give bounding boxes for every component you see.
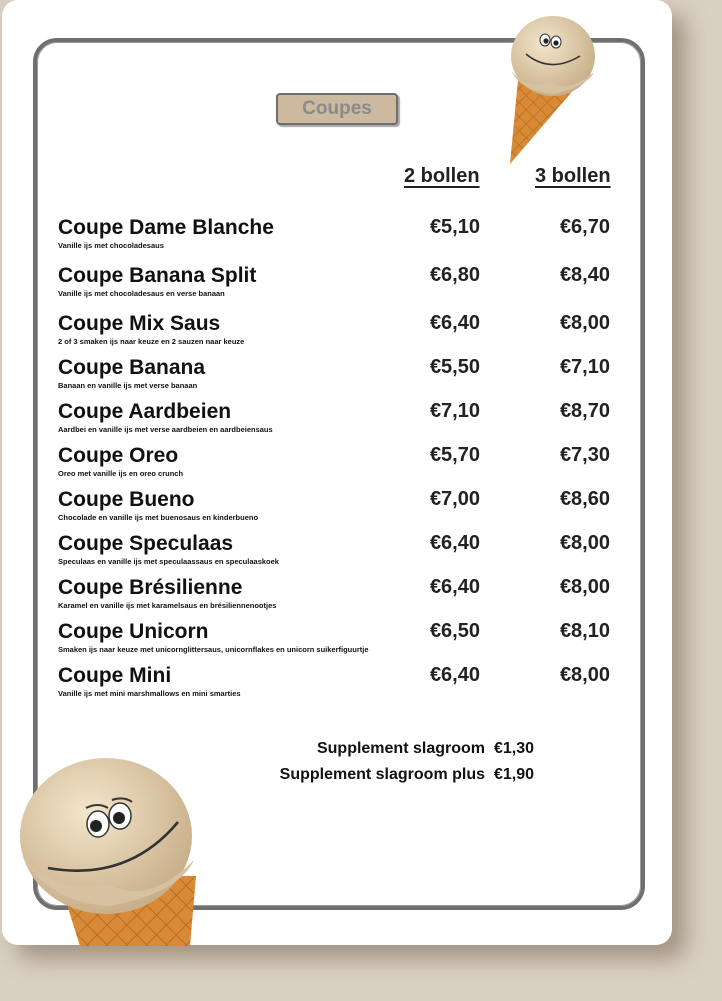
menu-item-name: Coupe Banana — [58, 356, 206, 379]
menu-item-name: Coupe Dame Blanche — [58, 216, 274, 239]
menu-item-name: Coupe Speculaas — [58, 532, 234, 555]
supplement-price: €1,90 — [494, 766, 535, 783]
menu-item-row — [0, 400, 722, 444]
price-2-scoops: €6,40 — [429, 664, 480, 686]
menu-item-name: Coupe Mini — [58, 664, 172, 687]
section-title: Coupes — [276, 93, 398, 125]
supplement-label: Supplement slagroom — [316, 740, 485, 757]
menu-item-description: Banaan en vanille ijs met verse banaan — [58, 381, 198, 390]
menu-item-row — [0, 620, 722, 664]
menu-item-name: Coupe Oreo — [58, 444, 179, 467]
price-3-scoops: €8,00 — [559, 576, 610, 598]
price-2-scoops: €5,50 — [429, 356, 480, 378]
ice-cream-cone-icon — [498, 10, 602, 166]
menu-item-description: Vanille ijs met chocoladesaus en verse banaan — [58, 289, 225, 298]
column-header-2-scoops: 2 bollen — [404, 165, 480, 187]
menu-item-description: Aardbei en vanille ijs met verse aardbeien en aardbeiensaus — [58, 425, 273, 434]
menu-item-description: Karamel en vanille ijs met karamelsaus en brésiliennenootjes — [58, 601, 277, 610]
price-3-scoops: €6,70 — [559, 216, 610, 238]
menu-item-description: Vanille ijs met chocoladesaus — [58, 241, 164, 250]
price-3-scoops: €8,00 — [559, 312, 610, 334]
price-2-scoops: €6,80 — [429, 264, 480, 286]
menu-item-description: Vanille ijs met mini marshmallows en mini smarties — [58, 689, 241, 698]
menu-item-description: Oreo met vanille ijs en oreo crunch — [58, 469, 184, 478]
menu-item-name: Coupe Bueno — [58, 488, 195, 511]
menu-item-row — [0, 576, 722, 620]
price-2-scoops: €7,00 — [429, 488, 480, 510]
menu-item-name: Coupe Banana Split — [58, 264, 257, 287]
supplement-price: €1,30 — [494, 740, 535, 757]
menu-item-name: Coupe Brésilienne — [58, 576, 243, 599]
price-3-scoops: €8,10 — [559, 620, 610, 642]
menu-item-name: Coupe Unicorn — [58, 620, 209, 643]
price-3-scoops: €7,30 — [559, 444, 610, 466]
menu-item-row — [0, 312, 722, 356]
ice-cream-cone-icon — [18, 756, 196, 946]
price-2-scoops: €5,70 — [429, 444, 480, 466]
price-3-scoops: €8,40 — [559, 264, 610, 286]
menu-item-row — [0, 488, 722, 532]
price-2-scoops: €6,40 — [429, 576, 480, 598]
price-2-scoops: €6,40 — [429, 532, 480, 554]
menu-item-row — [0, 356, 722, 400]
price-3-scoops: €8,70 — [559, 400, 610, 422]
price-3-scoops: €8,60 — [559, 488, 610, 510]
price-3-scoops: €7,10 — [559, 356, 610, 378]
menu-item-description: Speculaas en vanille ijs met speculaassaus en speculaaskoek — [58, 557, 279, 566]
menu-item-row — [0, 664, 722, 708]
price-2-scoops: €6,40 — [429, 312, 480, 334]
menu-item-description: 2 of 3 smaken ijs naar keuze en 2 sauzen naar keuze — [58, 337, 245, 346]
menu-item-row — [0, 264, 722, 308]
price-2-scoops: €6,50 — [429, 620, 480, 642]
menu-item-description: Chocolade en vanille ijs met buenosaus en kinderbueno — [58, 513, 259, 522]
menu-item-row — [0, 444, 722, 488]
menu-item-row — [0, 216, 722, 260]
menu-item-name: Coupe Mix Saus — [58, 312, 221, 335]
price-2-scoops: €5,10 — [429, 216, 480, 238]
menu-item-name: Coupe Aardbeien — [58, 400, 232, 423]
menu-item-description: Smaken ijs naar keuze met unicornglittersaus, unicornflakes en unicorn suikerfiguurtje — [58, 645, 369, 654]
menu-item-row — [0, 532, 722, 576]
column-header-3-scoops: 3 bollen — [535, 165, 611, 187]
price-3-scoops: €8,00 — [559, 532, 610, 554]
price-3-scoops: €8,00 — [559, 664, 610, 686]
price-2-scoops: €7,10 — [429, 400, 480, 422]
supplement-label: Supplement slagroom plus — [279, 766, 485, 783]
